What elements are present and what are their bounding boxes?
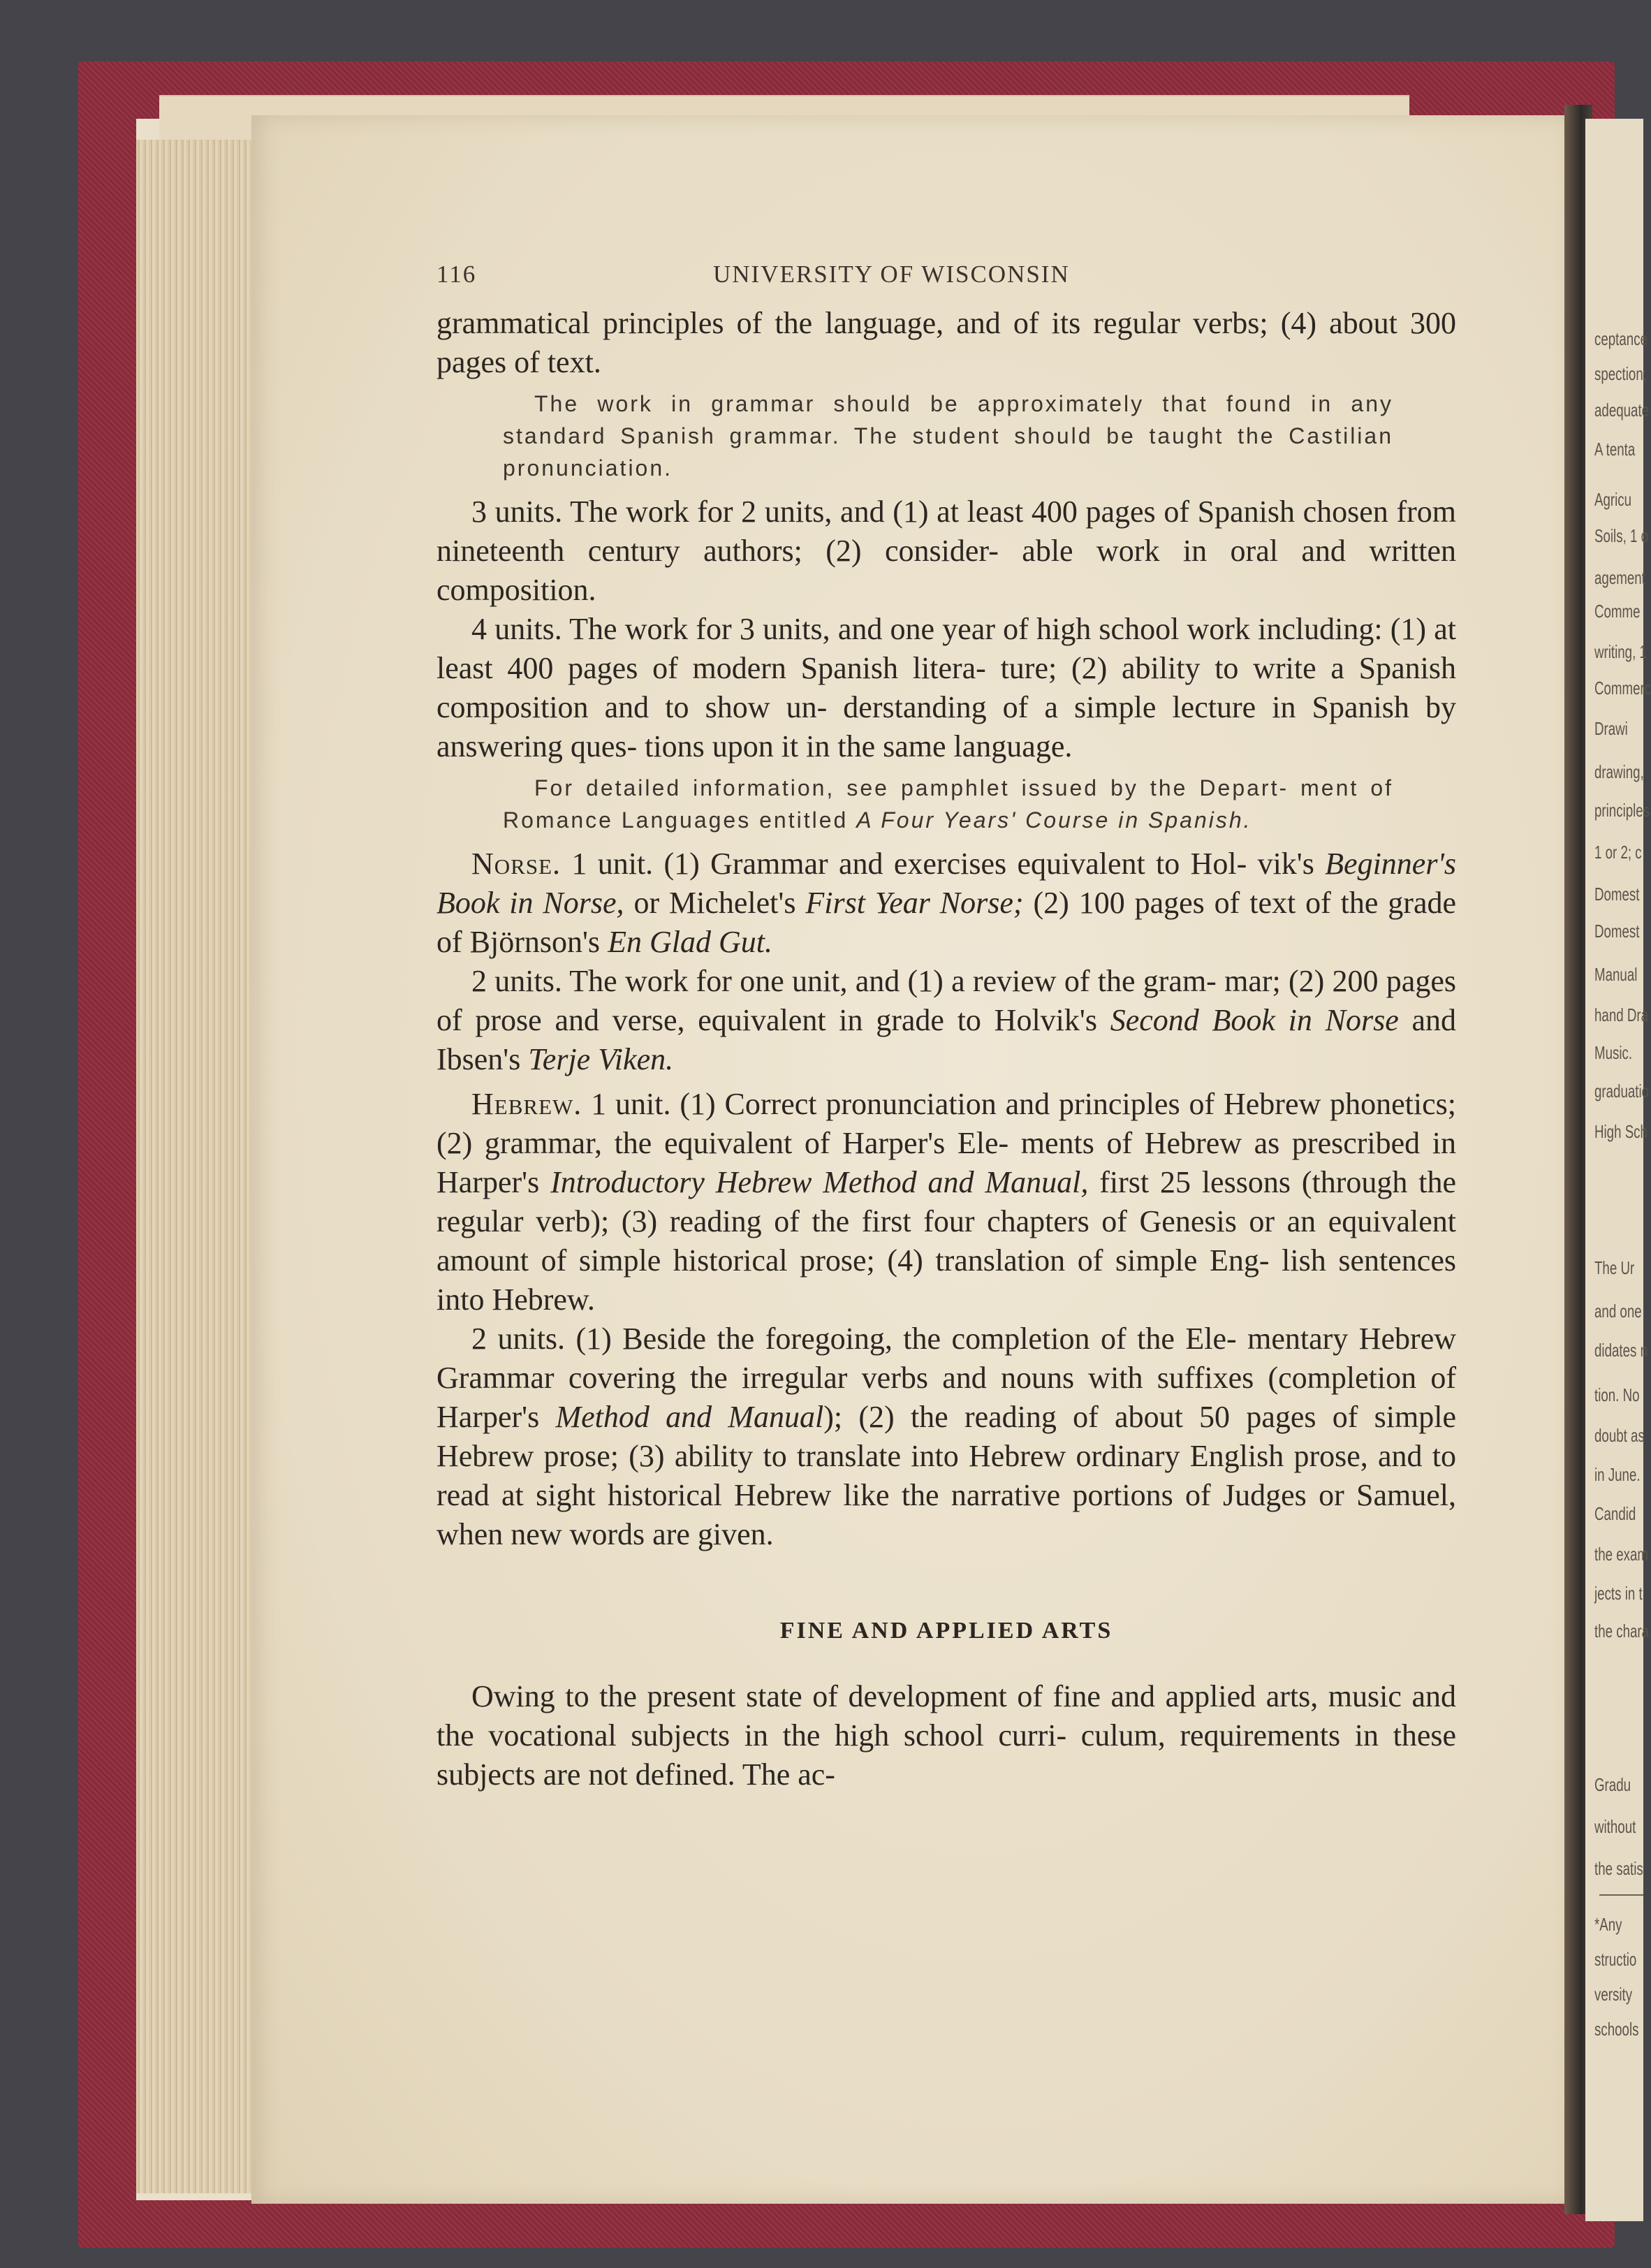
facing-page-fragment: versity: [1594, 1984, 1633, 2005]
book-title: First Year Norse;: [805, 886, 1024, 920]
section-heading: FINE AND APPLIED ARTS: [779, 1618, 1113, 1644]
facing-page-fragment: Domest: [1594, 884, 1640, 905]
text-run: 2 units. The work for one unit, and (1) a review of the gram- mar; (2) 200 pages of prose and verse, equivalent in grade to Holvik's: [436, 964, 1456, 1037]
facing-page-fragment: jects in t: [1594, 1583, 1643, 1604]
facing-page-fragment: Drawi: [1594, 718, 1628, 739]
paragraph: [436, 1319, 1456, 1554]
facing-page-fragment: the chara: [1594, 1620, 1650, 1641]
book-title: Terje Viken.: [528, 1042, 674, 1076]
facing-page-fragment: hand Dra: [1594, 1004, 1649, 1025]
page-content: [436, 255, 1456, 1794]
facing-page-fragment: graduatio: [1594, 1081, 1650, 1102]
facing-page-fragment: Comme: [1594, 601, 1641, 622]
facing-page-rule: [1599, 1894, 1643, 1896]
facing-page-fragment: Agricu: [1594, 489, 1632, 510]
text-run: 2 units. (1) Beside the foregoing, the completion of the Ele- mentary Hebrew Grammar covering the irregular verbs and nouns with suffixes (completion of Harper's: [436, 1322, 1456, 1434]
running-title: UNIVERSITY OF WISCONSIN: [713, 261, 1070, 288]
text-run: first 25 lessons (through the regular verb); (3) reading of the first four chapters of Genesis or an equivalent amount of simple historical prose; (4) translation of simple Eng- lish sentences into Hebrew.: [436, 1165, 1456, 1317]
facing-page-fragment: the exam: [1594, 1544, 1649, 1565]
running-header: [436, 255, 1456, 304]
facing-page-fragment: tion. No: [1594, 1384, 1640, 1405]
facing-page-fragment: Domest: [1594, 921, 1640, 942]
book-title: En Glad Gut.: [608, 925, 772, 959]
note-title: A Four Years' Course in Spanish.: [856, 807, 1252, 833]
facing-page-fragment: Manual: [1594, 964, 1638, 985]
text-run: (2) 100 pages of text of the grade of Björnson's: [436, 886, 1457, 959]
facing-page-fragment: Gradu: [1594, 1774, 1631, 1795]
paragraph: [436, 962, 1456, 1079]
facing-page-fragment: in June.: [1594, 1464, 1641, 1485]
paragraph: grammatical principles of the language, and of its regular verbs; (4) about 300 pages of text.: [436, 306, 1456, 379]
note-text: For detailed information, see pamphlet issued by the Depart- ment of Romance Languages entitled: [503, 775, 1393, 833]
facing-page-fragment: writing, 1: [1594, 641, 1647, 662]
facing-page-fragment: the satis: [1594, 1858, 1643, 1879]
facing-page-fragment: Soils, 1 o: [1594, 525, 1649, 546]
facing-page-fragment: Candid: [1594, 1503, 1636, 1524]
facing-page-fragment: spection;: [1594, 363, 1647, 384]
facing-page-fragment: adequate: [1594, 400, 1650, 420]
text-run: or Michelet's: [624, 886, 806, 920]
facing-page-fragment: principles: [1594, 800, 1650, 821]
facing-page-fragment: schools: [1594, 2019, 1639, 2040]
paragraph-norse: [436, 844, 1456, 962]
facing-page-fragment: *Any: [1594, 1914, 1622, 1935]
facing-page-fragment: structio: [1594, 1949, 1637, 1970]
facing-page-fragment: Music.: [1594, 1042, 1633, 1063]
facing-page-fragment: High Sch: [1594, 1121, 1648, 1142]
book-title: Second Book in Norse: [1110, 1003, 1399, 1037]
text-run: and Ibsen's: [436, 1003, 1457, 1076]
book-title: Method and Manual: [555, 1400, 824, 1434]
text-run: ); (2) the reading of about 50 pages of simple Hebrew prose; (3) ability to translate into Hebrew ordinary English prose, and to read at sight historical Hebrew like the narrative portions of Judges or Samuel, when new words are given.: [436, 1400, 1456, 1551]
facing-page-fragment: doubt as: [1594, 1425, 1645, 1446]
facing-page-fragment: ceptance: [1594, 328, 1648, 349]
paragraph: Owing to the present state of development of fine and applied arts, music and the vocational subjects in the high school curri- culum, requirements in these subjects are not defined. The ac-: [436, 1679, 1456, 1792]
subject-label: Hebrew.: [471, 1087, 582, 1121]
facing-page: [1585, 119, 1651, 2221]
text-run: 1 unit. (1) Correct pronunciation and principles of Hebrew phonetics; (2) grammar, the equivalent of Harper's Ele- ments of Hebrew as prescribed in Harper's: [436, 1087, 1456, 1199]
page-stack-edge: [136, 140, 262, 2193]
paragraph: 4 units. The work for 3 units, and one year of high school work including: (1) at least 400 pages of modern Spanish litera- ture; (2) ability to write a Spanish composition and to show un- derstanding of a simple lecture in Spanish by answering ques- tions upon it in the same language.: [436, 612, 1456, 763]
page-number: 116: [436, 261, 477, 288]
facing-page-fragment: Commerc: [1594, 678, 1651, 698]
note-paragraph: [503, 772, 1393, 836]
facing-page-fragment: without: [1594, 1816, 1636, 1837]
book-title: Beginner's Book in Norse,: [436, 847, 1456, 920]
facing-page-fragment: didates n: [1594, 1340, 1648, 1361]
subject-label: Norse.: [471, 847, 562, 881]
facing-page-fragment: 1 or 2; c: [1594, 842, 1642, 863]
paragraph-hebrew: [436, 1085, 1456, 1319]
facing-page-fragment: The Ur: [1594, 1257, 1635, 1278]
facing-page-fragment: and one: [1594, 1301, 1642, 1322]
facing-page-fragment: drawing,: [1594, 761, 1644, 782]
facing-page-fragment: agement: [1594, 567, 1645, 588]
facing-page-fragment: A tenta: [1594, 439, 1636, 460]
note-paragraph: The work in grammar should be approximately that found in any standard Spanish grammar. The student should be taught the Castilian pronunciation.: [503, 391, 1393, 481]
book-title: Introductory Hebrew Method and Manual,: [550, 1165, 1089, 1199]
paragraph: 3 units. The work for 2 units, and (1) at least 400 pages of Spanish chosen from nineteenth century authors; (2) consider- able work in oral and written composition.: [436, 495, 1456, 607]
text-run: 1 unit. (1) Grammar and exercises equivalent to Hol- vik's: [561, 847, 1326, 881]
